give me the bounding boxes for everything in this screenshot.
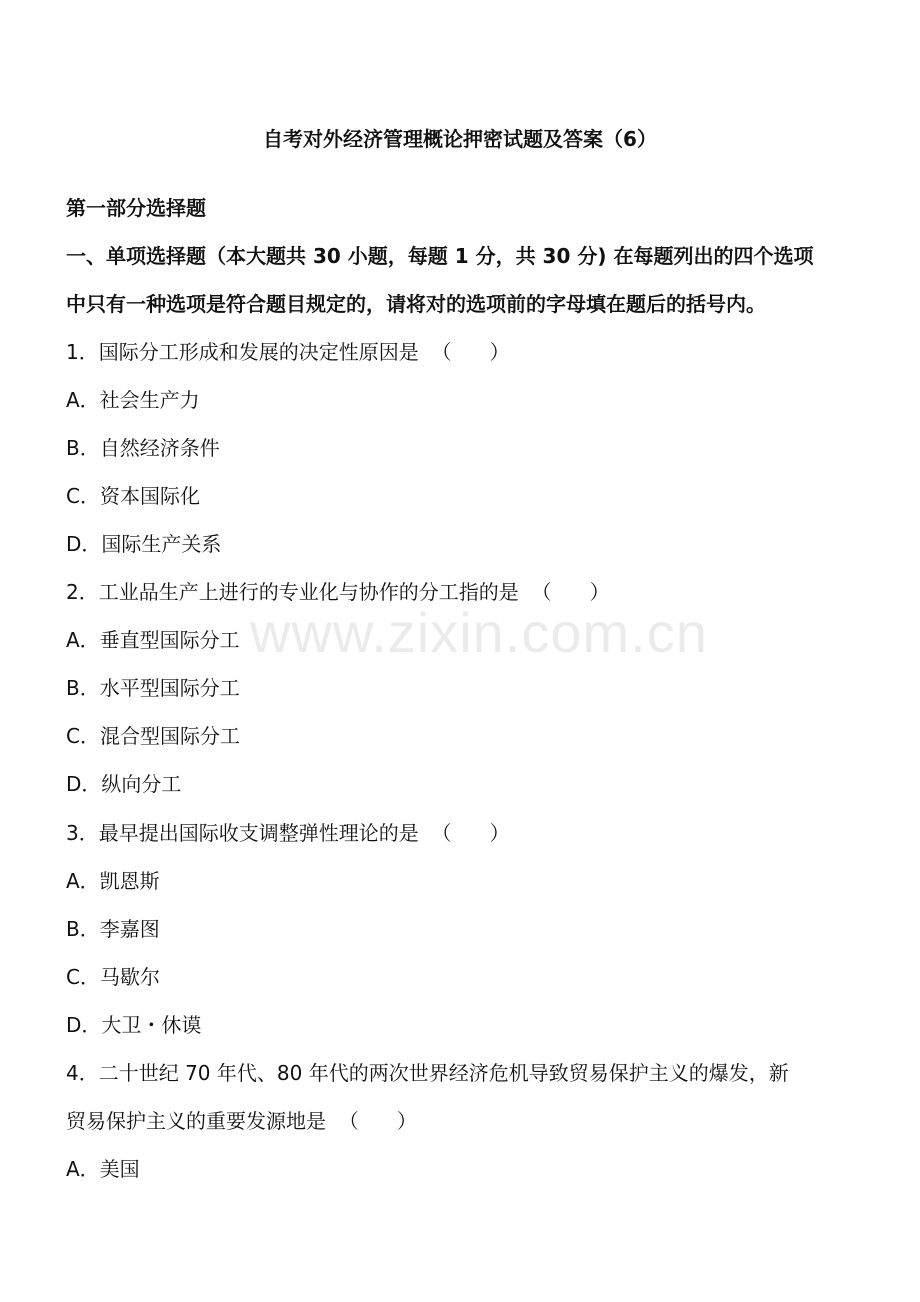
question-2-option-a: A．垂直型国际分工 — [66, 628, 240, 652]
question-3-option-a: A．凯恩斯 — [66, 869, 160, 893]
question-1-option-a: A．社会生产力 — [66, 388, 200, 412]
question-2-option-c: C．混合型国际分工 — [66, 724, 240, 748]
part-heading: 第一部分选择题 — [66, 196, 206, 220]
question-4-stem-line-1: 4．二十世纪 70 年代、80 年代的两次世界经济危机导致贸易保护主义的爆发，新 — [66, 1061, 789, 1085]
question-3-option-b: B．李嘉图 — [66, 917, 160, 941]
question-1-option-c: C．资本国际化 — [66, 484, 200, 508]
question-2-option-b: B．水平型国际分工 — [66, 676, 240, 700]
question-2-option-d: D．纵向分工 — [66, 772, 182, 796]
question-3-stem: 3．最早提出国际收支调整弹性理论的是 （ ） — [66, 821, 510, 845]
question-4-stem-line-2: 贸易保护主义的重要发源地是 （ ） — [66, 1109, 417, 1133]
question-3-option-c: C．马歇尔 — [66, 965, 160, 989]
instruction-line-1: 一、单项选择题（本大题共 30 小题，每题 1 分，共 30 分) 在每题列出的四个选项 — [66, 244, 814, 268]
question-3-option-d: D．大卫・休谟 — [66, 1013, 202, 1037]
watermark: www.zixin.com.cn — [250, 601, 708, 664]
question-2-stem: 2．工业品生产上进行的专业化与协作的分工指的是 （ ） — [66, 580, 610, 604]
instruction-line-2: 中只有一种选项是符合题目规定的，请将对的选项前的字母填在题后的括号内。 — [66, 292, 766, 316]
question-1-option-d: D．国际生产关系 — [66, 532, 222, 556]
question-1-stem: 1．国际分工形成和发展的决定性原因是 （ ） — [66, 340, 510, 364]
page-title: 自考对外经济管理概论押密试题及答案（6） — [263, 127, 657, 151]
question-1-option-b: B．自然经济条件 — [66, 436, 220, 460]
question-4-option-a: A．美国 — [66, 1157, 140, 1181]
